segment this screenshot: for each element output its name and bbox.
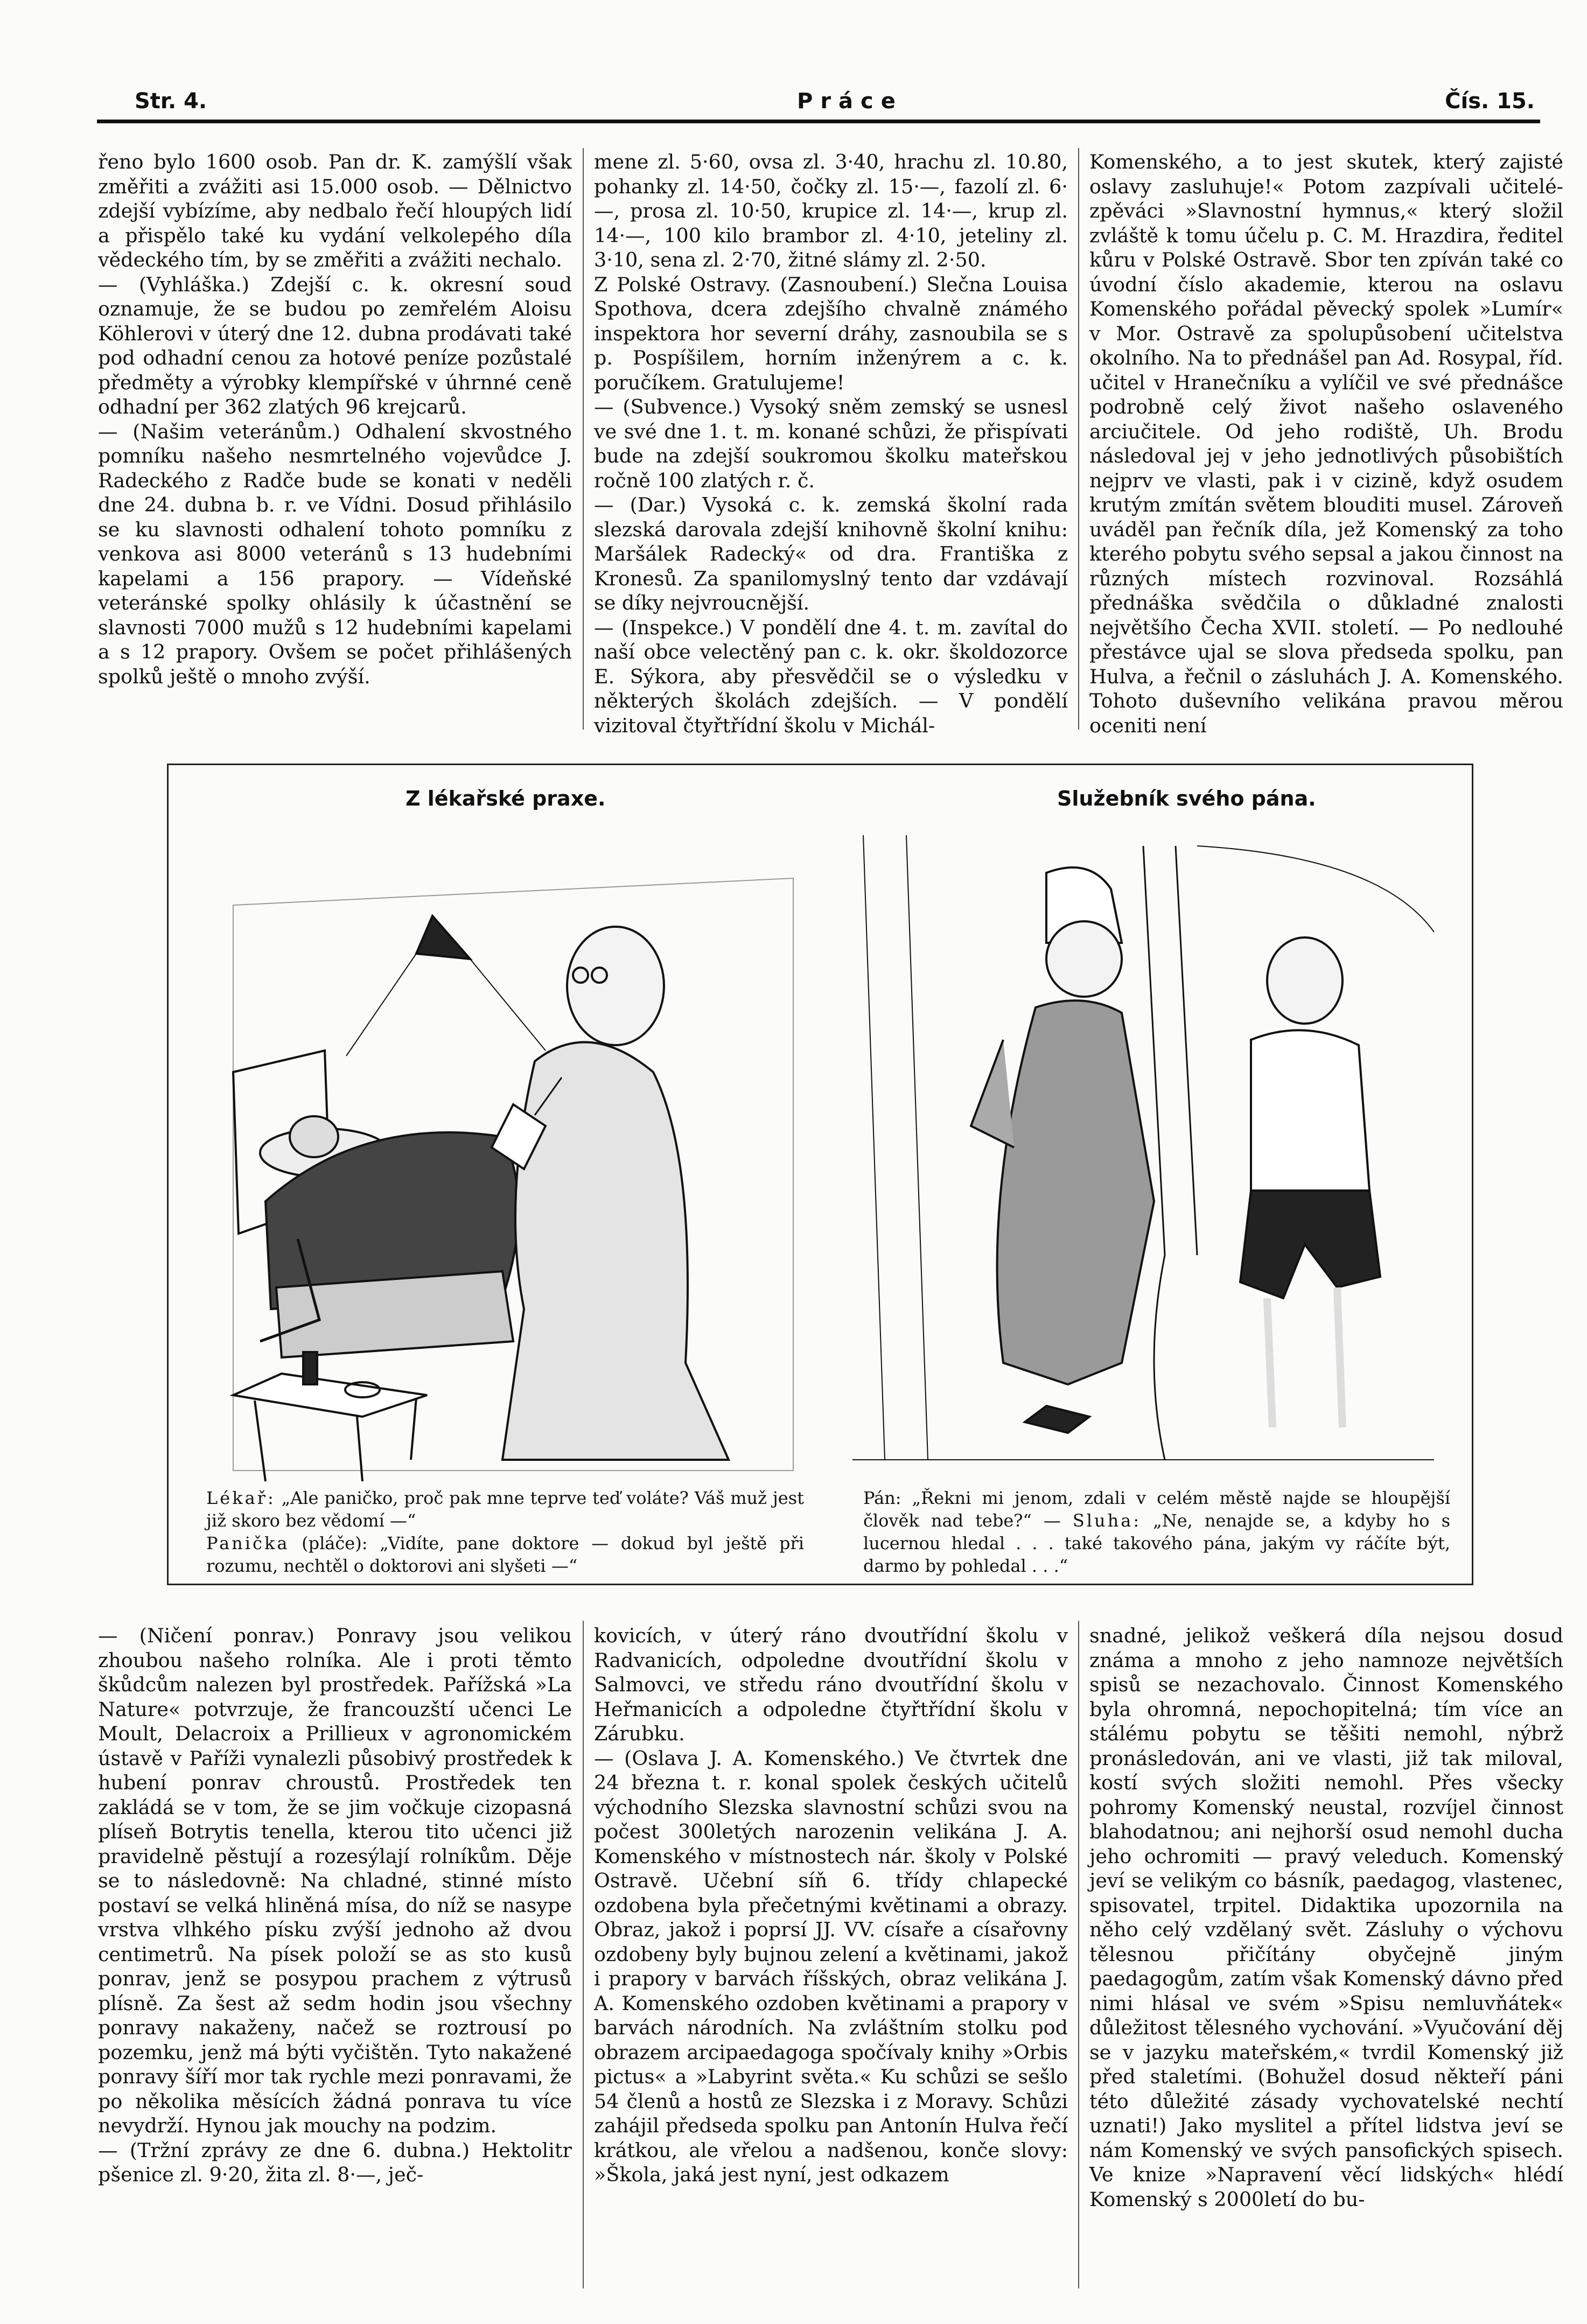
caption-speaker: Lékař: [206,1488,276,1508]
doctor-bedside-illustration [201,824,804,1492]
column-divider [1078,1621,1079,2288]
master-servant-illustration [842,824,1445,1492]
paragraph: kovicích, v úterý ráno dvoutřídní školu v Radvanicích, odpoledne dvoutřídní školu v Salmovci, ve středu ráno dvoutřídní školu v Heřmanicích a odpoledne čtyřtřídní školu v Zárubku. [594,1624,1068,1745]
bottom-column-3 [1089,1623,1563,2211]
page-header [135,89,1535,121]
newspaper-title: Práce [797,89,903,114]
caption-text: (pláče): „Vidíte, pane doktore — dokud byl ještě při rozumu, nechtěl o doktorovi ani slyšeti —“ [206,1533,805,1576]
top-column-2 [594,150,1068,738]
paragraph: — (Dar.) Vysoká c. k. zemská školní rada slezská darovala zdejší knihovně školní knihu: Maršálek Radecký« od dra. Františka z Kronesů. Za spanilomyslný tento dar vzdávají se díky nejvroucnější. [594,493,1068,614]
caption-speaker: Pán: [863,1488,901,1508]
paragraph: — (Oslava J. A. Komenského.) Ve čtvrtek dne 24 března t. r. konal spolek českých učitelů východního Slezska slavnostní schůzi svou na počest 300letých narozenin velikána J. A. Komenského v místnostech nár. školy v Polské Ostravě. Učební síň 6. třídy chlapecké ozdobena byla přečetnými květinami a obrazy. Obraz, jakož i poprsí JJ. VV. císaře a císařovny ozdobeny byly bujnou zelení a květinami, jakož i prapory v barvách říšských, obraz velikána J. A. Komenského ozdoben květinami a prapory v barvách národních. Na zvláštním stolku pod obrazem arcipaedagoga spočívaly knihy »Orbis pictus« a »Labyrint světa.« Ku schůzi se sešlo 54 členů a hostů ze Slezska i z Moravy. Schůzi zahájil předseda spolku pan Antonín Hulva řečí krátkou, ale vřelou a nadšenou, konče slovy: »Škola, jaká jest nyní, jest odkazem [594,1746,1068,2186]
paragraph: snadné, jelikož veškerá díla nejsou dosud známa a mnoho z jeho namnoze největších spisů se nezachovalo. Činnost Komenského byla ohromná, nepochopitelná; tím více an stálému pobytu se těšiti nemohl, nýbrž pronásledován, ani ve vlasti, již tak miloval, kostí svých složiti nemohl. Přes všecky pohromy Komenský neustal, rozvíjel činnost blahodatnou; ani nejhorší osud nemohl ducha jeho ochromiti — pravý veleduch. Komenský jeví se velikým co básník, paedagog, vlastenec, spisovatel, trpitel. Didaktika upozornila na něho celý vzdělaný svět. Zásluhy o výchovu tělesnou přičítány obyčejně jiným paedagogům, zatím však Komenský dávno před nimi hlásal ve svém »Spisu nemluvňátek« důležitost tělesného vychování. »Vyučování děj se v jazyku mateřském,« tvrdil Komenský již před staletími. (Bohužel dosud někteří páni této důležité zásady vychovatelské nechtí uznati!) Jako myslitel a přítel lidstva jeví se nám Komenský ve svých pansofických spisech. Ve knize »Napravení věcí lidských« hlédí Komenský s 2000letí do bu- [1089,1624,1563,2211]
bottom-column-1 [98,1623,572,2187]
left-cartoon-title: Z lékařské praxe. [406,787,606,810]
top-column-1 [98,150,572,689]
paragraph: — (Vyhláška.) Zdejší c. k. okresní soud oznamuje, že se budou po zemřelém Aloisu Köhlerovi v úterý dne 12. dubna prodávati také pod odhadní cenou za hotové peníze pozůstalé předměty a výrobky klempířské v úhrnné ceně odhadní per 362 zlatých 96 krejcarů. [98,272,572,418]
issue-number: Čís. 15. [1445,89,1535,114]
paragraph: — (Inspekce.) V pondělí dne 4. t. m. zavítal do naší obce velectěný pan c. k. okr. školdozorce E. Sýkora, aby přesvědčil se o výsledku v některých školách zdejších. — V pondělí vizitoval čtyřtřídní školu v Michál- [594,615,1068,737]
column-divider [1078,148,1079,730]
paragraph: Komenského, a to jest skutek, který zajisté oslavy zasluhuje!« Potom zazpívali učitelé-zpěváci »Slavnostní hymnus,« který složil zvláště k tomu účelu p. C. M. Hrazdira, ředitel kůru v Polské Ostravě. Sbor ten zpíván také co úvodní číslo akademie, kterou na oslavu Komenského pořádal pěvecký spolek »Lumír« v Mor. Ostravě za spolupůsobení učitelstva okolního. Na to přednášel pan Ad. Rosypal, říd. učitel v Hranečníku a vylíčil ve své přednášce podrobně celý život našeho oslaveného arciučitele. Od jeho rodiště, Uh. Brodu následoval jej v jeho jednotlivých působištích nejprv ve vlasti, pak i v cizině, když osudem krutým zmítán světem blouditi musel. Zároveň uváděl pan řečník díla, jež Komenský za toho kterého pobytu svého sepsal a jakou činnost na různých místech rozvinoval. Rozsáhlá přednáška svědčila o důkladné znalosti největšího Čecha XVII. století. — Po nedlouhé přestávce ujal se slova předseda spolku, pan Hulva, a řečnil o zásluhách J. A. Komenského. Tohoto duševního velikána pravou měrou oceniti není [1089,150,1563,737]
cartoon-frame [167,764,1473,1585]
paragraph: — (Našim veteránům.) Odhalení skvostného pomníku našeho nesmrtelného vojevůdce J. Radeckého z Radče bude se konati v neděli dne 24. dubna b. r. ve Vídni. Dosud přihlásilo se ku slavnosti odhalení tohoto pomníku z venkova asi 8000 veteránů s 13 hudebními kapelami a 156 prapory. — Vídeňské veteránské spolky ohlásily k účastnění se slavnosti 7000 mužů s 12 hudebními kapelami a s 12 prapory. Ovšem se počet přihlášených spolků ještě o mnoho zvýší. [98,419,572,688]
paragraph: — (Ničení ponrav.) Ponravy jsou velikou zhoubou našeho rolníka. Ale i proti těmto škůdcům nalezen byl prostředek. Pařížská »La Nature« potvrzuje, že francouzští učenci Le Moult, Delacroix a Prillieux v agronomickém ústavě v Paříži vynalezli působivý prostředek k hubení ponrav chroustů. Prostředek ten zakládá se v tom, že se jim vočkuje cizopasná plíseň Botrytis tenella, kterou tito učenci již pravidelně pěstují a rozesýlají rolníkům. Děje se to následovně: Na chladné, stinné místo postaví se velká hliněná mísa, do níž se nasype vrstva vlhkého písku zvýší jednoho až dvou centimetrů. Na písek položí se as sto kusů ponrav, jenž se posypou prachem z výtrusů plísně. Za šest až sedm hodin jsou všechny ponravy nakaženy, načež se roztrousí po pozemku, jenž má býti vyčištěn. Tyto nakažené ponravy šíří mor tak rychle mezi ponravami, že po několika měsících žádná ponrava tu více nevydrží. Hynou jak mouchy na podzim. [98,1624,572,2137]
bottom-column-2 [594,1623,1068,2187]
paragraph: — (Subvence.) Vysoký sněm zemský se usnesl ve své dne 1. t. m. konané schůzi, že přispívati bude na zdejší soukromou školku mateřskou ročně 100 zlatých r. č. [594,395,1068,492]
paragraph: řeno bylo 1600 osob. Pan dr. K. zamýšlí však změřiti a zvážiti asi 15.000 osob. — Dělnictvo zdejší vybízíme, aby nedbalo řečí hloupých lidí a přispělo také ku vydání velkolepého díla vědeckého tím, by se změřiti a zvážiti nechalo. [98,150,572,271]
page-number: Str. 4. [135,89,207,114]
column-divider [583,148,584,730]
paragraph: — (Tržní zprávy ze dne 6. dubna.) Hektolitr pšenice zl. 9·20, žita zl. 8·—, ječ- [98,2138,572,2186]
paragraph: mene zl. 5·60, ovsa zl. 3·40, hrachu zl. 10.80, pohanky zl. 14·50, čočky zl. 15·—, fazolí zl. 6·—, prosa zl. 10·50, krupice zl. 14·—, krup zl. 14·—, 100 kilo brambor zl. 4·10, jeteliny zl. 3·10, sena zl. 2·70, žitné slámy zl. 2·50. [594,150,1068,271]
caption-speaker: Sluha: [1072,1510,1142,1531]
caption-speaker: Panička [206,1533,290,1553]
header-rule [97,120,1540,123]
caption-text: „Ne, nenajde se, a kdyby ho s lucernou hledal . . . také takového pána, jakým vy ráčíte být, darmo by pohledal . . .“ [863,1510,1450,1576]
column-divider [583,1621,584,2288]
top-column-3 [1089,150,1563,738]
left-cartoon-caption [206,1487,804,1577]
right-cartoon-caption [863,1487,1450,1577]
caption-text: „Řekni mi jenom, zdali v celém městě najde se hloupější člověk nad tebe?“ — [863,1488,1451,1531]
right-cartoon-title: Služebník svého pána. [1057,787,1316,810]
paragraph: Z Polské Ostravy. (Zasnoubení.) Slečna Louisa Spothova, dcera zdejšího chvalně známého inspektora hor severní dráhy, zasnoubila se s p. Pospíšilem, horním inženýrem a c. k. poručíkem. Gratulujeme! [594,272,1068,394]
caption-text: „Ale paničko, proč pak mne teprve teď voláte? Váš muž jest již skoro bez vědomí —“ [206,1488,805,1531]
